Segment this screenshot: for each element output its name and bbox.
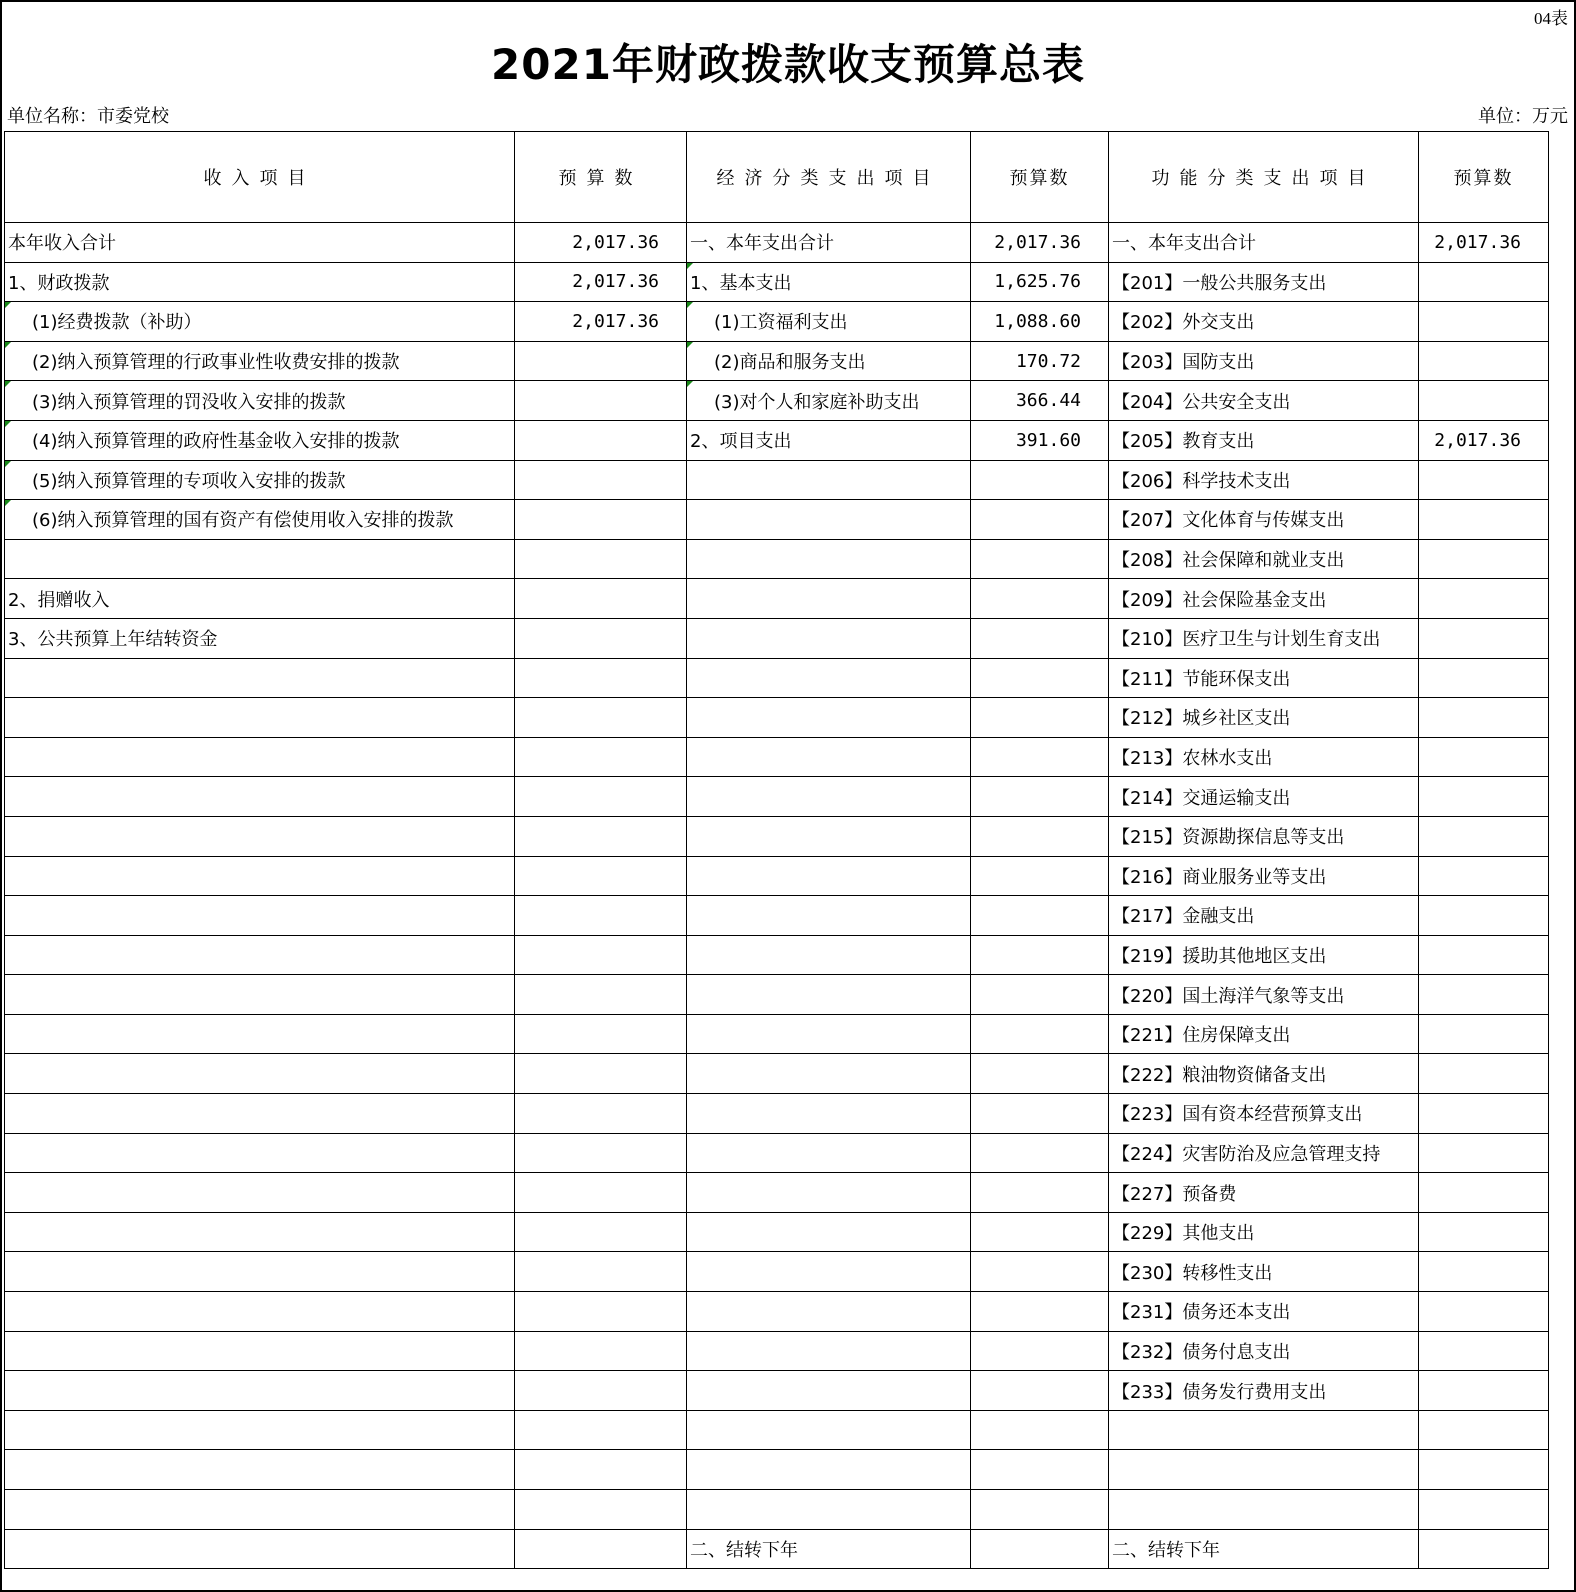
func-amount-cell[interactable] <box>1419 262 1549 302</box>
income-amount-cell[interactable] <box>515 1410 687 1450</box>
header-func-item: 功能分类支出项目 <box>1109 132 1419 223</box>
income-item-cell[interactable] <box>5 777 515 817</box>
econ-item-cell[interactable] <box>687 1252 971 1292</box>
income-amount-cell[interactable] <box>515 975 687 1015</box>
func-item-cell[interactable]: 【222】粮油物资储备支出 <box>1109 1054 1419 1094</box>
econ-amount-cell[interactable]: 170.72 <box>971 341 1109 381</box>
table-header-row <box>5 132 1549 223</box>
econ-item-cell[interactable]: (2)商品和服务支出 <box>687 341 971 381</box>
income-amount-cell[interactable] <box>515 698 687 738</box>
econ-amount-cell[interactable] <box>971 1331 1109 1371</box>
income-item-cell[interactable] <box>5 698 515 738</box>
econ-amount-cell[interactable] <box>971 1212 1109 1252</box>
econ-amount-cell[interactable] <box>971 1054 1109 1094</box>
table-row <box>5 420 1549 460</box>
income-item-cell[interactable]: 本年收入合计 <box>5 223 515 263</box>
econ-item-cell[interactable] <box>687 618 971 658</box>
func-item-cell[interactable]: 【205】教育支出 <box>1109 420 1419 460</box>
income-item-cell[interactable] <box>5 1490 515 1530</box>
econ-item-cell[interactable] <box>687 856 971 896</box>
func-amount-cell[interactable] <box>1419 1212 1549 1252</box>
func-item-cell[interactable]: 【219】援助其他地区支出 <box>1109 935 1419 975</box>
func-amount-cell[interactable]: 2,017.36 <box>1419 420 1549 460</box>
income-item-cell[interactable]: (4)纳入预算管理的政府性基金收入安排的拨款 <box>5 420 515 460</box>
income-item-cell[interactable]: (3)纳入预算管理的罚没收入安排的拨款 <box>5 381 515 421</box>
table-row <box>5 1173 1549 1213</box>
func-amount-cell[interactable] <box>1419 975 1549 1015</box>
func-amount-cell[interactable] <box>1419 500 1549 540</box>
func-carryover-cell[interactable]: 二、结转下年 <box>1109 1529 1419 1569</box>
func-amount-cell[interactable] <box>1419 1173 1549 1213</box>
income-amount-cell[interactable] <box>515 1490 687 1530</box>
econ-amount-cell[interactable] <box>971 737 1109 777</box>
table-row <box>5 579 1549 619</box>
income-item-cell[interactable]: (1)经费拨款（补助） <box>5 302 515 342</box>
econ-amount-cell[interactable] <box>971 579 1109 619</box>
func-item-cell[interactable] <box>1109 1410 1419 1450</box>
func-item-cell[interactable]: 【227】预备费 <box>1109 1173 1419 1213</box>
table-row <box>5 500 1549 540</box>
econ-item-cell[interactable] <box>687 1371 971 1411</box>
income-item-cell[interactable] <box>5 856 515 896</box>
func-item-cell[interactable]: 【212】城乡社区支出 <box>1109 698 1419 738</box>
econ-amount-cell[interactable] <box>971 1410 1109 1450</box>
func-amount-cell[interactable] <box>1419 1371 1549 1411</box>
table-row <box>5 1094 1549 1134</box>
header-econ-item: 经济分类支出项目 <box>687 132 971 223</box>
income-amount-cell[interactable] <box>515 816 687 856</box>
func-amount-cell[interactable] <box>1419 896 1549 936</box>
econ-item-cell[interactable]: (3)对个人和家庭补助支出 <box>687 381 971 421</box>
func-amount-cell[interactable] <box>1419 1490 1549 1530</box>
income-amount-cell[interactable] <box>515 1173 687 1213</box>
income-amount-cell[interactable] <box>515 420 687 460</box>
econ-item-cell[interactable] <box>687 777 971 817</box>
econ-amount-cell[interactable]: 366.44 <box>971 381 1109 421</box>
table-row <box>5 262 1549 302</box>
table-row <box>5 1331 1549 1371</box>
econ-amount-cell[interactable] <box>971 856 1109 896</box>
income-item-cell[interactable] <box>5 1450 515 1490</box>
econ-item-cell[interactable] <box>687 896 971 936</box>
econ-item-cell[interactable] <box>687 1410 971 1450</box>
table-row <box>5 1133 1549 1173</box>
econ-item-cell[interactable] <box>687 737 971 777</box>
func-amount-cell[interactable] <box>1419 1094 1549 1134</box>
income-amount-cell[interactable] <box>515 1450 687 1490</box>
table-row <box>5 381 1549 421</box>
func-item-cell[interactable]: 【202】外交支出 <box>1109 302 1419 342</box>
table-row <box>5 1529 1549 1569</box>
econ-amount-cell[interactable] <box>971 1490 1109 1530</box>
func-amount-cell[interactable] <box>1419 1410 1549 1450</box>
econ-item-cell[interactable]: 2、项目支出 <box>687 420 971 460</box>
header-income-amount: 预算数 <box>515 132 687 223</box>
econ-item-cell[interactable] <box>687 1094 971 1134</box>
income-item-cell[interactable] <box>5 1529 515 1569</box>
table-row <box>5 223 1549 263</box>
table-row <box>5 1450 1549 1490</box>
table-row <box>5 1371 1549 1411</box>
func-item-cell[interactable]: 【230】转移性支出 <box>1109 1252 1419 1292</box>
income-amount-cell[interactable] <box>515 896 687 936</box>
income-item-cell[interactable] <box>5 1133 515 1173</box>
table-row <box>5 935 1549 975</box>
income-amount-cell[interactable] <box>515 737 687 777</box>
page-title: 2021年财政拨款收支预算总表 <box>491 40 1085 89</box>
table-row <box>5 777 1549 817</box>
econ-item-cell[interactable] <box>687 1450 971 1490</box>
func-item-cell[interactable]: 一、本年支出合计 <box>1109 223 1419 263</box>
econ-amount-cell[interactable] <box>971 1371 1109 1411</box>
econ-item-cell[interactable] <box>687 935 971 975</box>
table-row <box>5 1212 1549 1252</box>
income-item-cell[interactable]: (2)纳入预算管理的行政事业性收费安排的拨款 <box>5 341 515 381</box>
income-item-cell[interactable]: (5)纳入预算管理的专项收入安排的拨款 <box>5 460 515 500</box>
table-row <box>5 539 1549 579</box>
income-amount-cell[interactable] <box>515 1331 687 1371</box>
income-amount-cell[interactable]: 2,017.36 <box>515 302 687 342</box>
sheet-number: 04表 <box>1534 9 1568 28</box>
func-amount-cell[interactable] <box>1419 302 1549 342</box>
income-item-cell[interactable] <box>5 737 515 777</box>
func-amount-cell[interactable] <box>1419 1450 1549 1490</box>
income-amount-cell[interactable] <box>515 856 687 896</box>
table-row <box>5 816 1549 856</box>
income-amount-cell[interactable] <box>515 1529 687 1569</box>
func-amount-cell[interactable] <box>1419 1252 1549 1292</box>
income-item-cell[interactable] <box>5 539 515 579</box>
income-amount-cell[interactable] <box>515 460 687 500</box>
econ-amount-cell[interactable]: 391.60 <box>971 420 1109 460</box>
income-item-cell[interactable] <box>5 1410 515 1450</box>
income-item-cell[interactable] <box>5 1371 515 1411</box>
func-amount-cell[interactable] <box>1419 1014 1549 1054</box>
econ-amount-cell[interactable] <box>971 975 1109 1015</box>
func-amount-cell[interactable] <box>1419 737 1549 777</box>
income-amount-cell[interactable] <box>515 1133 687 1173</box>
econ-amount-cell[interactable] <box>971 658 1109 698</box>
econ-item-cell[interactable] <box>687 460 971 500</box>
table-row <box>5 1410 1549 1450</box>
income-item-cell[interactable] <box>5 1212 515 1252</box>
func-item-cell[interactable]: 【216】商业服务业等支出 <box>1109 856 1419 896</box>
econ-amount-cell[interactable] <box>971 539 1109 579</box>
func-item-cell[interactable]: 【215】资源勘探信息等支出 <box>1109 816 1419 856</box>
income-amount-cell[interactable] <box>515 777 687 817</box>
header-func-amount: 预算数 <box>1419 132 1549 223</box>
income-item-cell[interactable] <box>5 1252 515 1292</box>
table-row <box>5 1014 1549 1054</box>
income-amount-cell[interactable] <box>515 1252 687 1292</box>
table-row <box>5 698 1549 738</box>
income-item-cell[interactable] <box>5 935 515 975</box>
income-amount-cell[interactable] <box>515 539 687 579</box>
table-row <box>5 460 1549 500</box>
func-amount-cell[interactable] <box>1419 460 1549 500</box>
table-row <box>5 341 1549 381</box>
econ-amount-cell[interactable] <box>971 896 1109 936</box>
func-amount-cell[interactable] <box>1419 935 1549 975</box>
func-amount-cell[interactable] <box>1419 1292 1549 1332</box>
econ-carryover-cell[interactable]: 二、结转下年 <box>687 1529 971 1569</box>
func-item-cell[interactable]: 【203】国防支出 <box>1109 341 1419 381</box>
table-row <box>5 896 1549 936</box>
header-income-item: 收入项目 <box>5 132 515 223</box>
table-body <box>5 223 1549 1569</box>
income-amount-cell[interactable] <box>515 1212 687 1252</box>
econ-amount-cell[interactable] <box>971 777 1109 817</box>
func-item-cell[interactable] <box>1109 1490 1419 1530</box>
func-amount-cell[interactable] <box>1419 381 1549 421</box>
func-amount-cell[interactable] <box>1419 579 1549 619</box>
func-item-cell[interactable]: 【207】文化体育与传媒支出 <box>1109 500 1419 540</box>
func-item-cell[interactable]: 【220】国土海洋气象等支出 <box>1109 975 1419 1015</box>
func-item-cell[interactable]: 【209】社会保险基金支出 <box>1109 579 1419 619</box>
table-row <box>5 618 1549 658</box>
func-item-cell[interactable]: 【221】住房保障支出 <box>1109 1014 1419 1054</box>
func-amount-cell[interactable] <box>1419 1133 1549 1173</box>
econ-amount-cell[interactable]: 1,088.60 <box>971 302 1109 342</box>
func-item-cell[interactable]: 【224】灾害防治及应急管理支持 <box>1109 1133 1419 1173</box>
func-item-cell[interactable]: 【232】债务付息支出 <box>1109 1331 1419 1371</box>
table-row <box>5 1252 1549 1292</box>
econ-item-cell[interactable] <box>687 1212 971 1252</box>
econ-amount-cell[interactable] <box>971 1173 1109 1213</box>
income-item-cell[interactable] <box>5 1331 515 1371</box>
income-amount-cell[interactable] <box>515 658 687 698</box>
income-item-cell[interactable]: 2、捐赠收入 <box>5 579 515 619</box>
econ-amount-cell[interactable]: 1,625.76 <box>971 262 1109 302</box>
econ-item-cell[interactable]: 1、基本支出 <box>687 262 971 302</box>
econ-item-cell[interactable] <box>687 1133 971 1173</box>
table-row <box>5 737 1549 777</box>
econ-amount-cell[interactable] <box>971 500 1109 540</box>
income-amount-cell[interactable] <box>515 1094 687 1134</box>
econ-item-cell[interactable]: 一、本年支出合计 <box>687 223 971 263</box>
table-row <box>5 975 1549 1015</box>
econ-item-cell[interactable] <box>687 698 971 738</box>
func-item-cell[interactable]: 【233】债务发行费用支出 <box>1109 1371 1419 1411</box>
econ-item-cell[interactable]: (1)工资福利支出 <box>687 302 971 342</box>
income-amount-cell[interactable] <box>515 341 687 381</box>
header-econ-amount: 预算数 <box>971 132 1109 223</box>
income-item-cell[interactable] <box>5 975 515 1015</box>
func-item-cell[interactable]: 【214】交通运输支出 <box>1109 777 1419 817</box>
econ-amount-cell[interactable] <box>971 618 1109 658</box>
func-item-cell[interactable]: 【213】农林水支出 <box>1109 737 1419 777</box>
income-amount-cell[interactable] <box>515 935 687 975</box>
func-amount-cell[interactable] <box>1419 341 1549 381</box>
func-item-cell[interactable]: 【210】医疗卫生与计划生育支出 <box>1109 618 1419 658</box>
income-amount-cell[interactable] <box>515 579 687 619</box>
income-amount-cell[interactable] <box>515 618 687 658</box>
econ-item-cell[interactable] <box>687 1292 971 1332</box>
econ-amount-cell[interactable] <box>971 460 1109 500</box>
income-amount-cell[interactable] <box>515 1292 687 1332</box>
econ-amount-cell[interactable] <box>971 1450 1109 1490</box>
func-amount-cell[interactable]: 2,017.36 <box>1419 223 1549 263</box>
func-item-cell[interactable]: 【201】一般公共服务支出 <box>1109 262 1419 302</box>
econ-item-cell[interactable] <box>687 975 971 1015</box>
income-item-cell[interactable] <box>5 1094 515 1134</box>
income-amount-cell[interactable] <box>515 1371 687 1411</box>
func-amount-cell[interactable] <box>1419 1331 1549 1371</box>
budget-table <box>4 131 1549 1569</box>
income-amount-cell[interactable] <box>515 1054 687 1094</box>
econ-amount-cell[interactable] <box>971 1014 1109 1054</box>
unit-name: 单位名称：市委党校 <box>7 106 169 127</box>
econ-item-cell[interactable] <box>687 816 971 856</box>
econ-item-cell[interactable] <box>687 658 971 698</box>
func-amount-cell[interactable] <box>1419 816 1549 856</box>
income-item-cell[interactable] <box>5 1173 515 1213</box>
income-item-cell[interactable] <box>5 816 515 856</box>
income-item-cell[interactable]: 3、公共预算上年结转资金 <box>5 618 515 658</box>
econ-item-cell[interactable] <box>687 1490 971 1530</box>
table-row <box>5 658 1549 698</box>
income-item-cell[interactable] <box>5 658 515 698</box>
func-amount-cell[interactable] <box>1419 698 1549 738</box>
func-amount-cell[interactable] <box>1419 658 1549 698</box>
income-item-cell[interactable] <box>5 1054 515 1094</box>
econ-amount-cell[interactable]: 2,017.36 <box>971 223 1109 263</box>
func-amount-cell[interactable] <box>1419 777 1549 817</box>
func-amount-cell[interactable] <box>1419 539 1549 579</box>
income-item-cell[interactable] <box>5 1292 515 1332</box>
func-item-cell[interactable] <box>1109 1450 1419 1490</box>
econ-amount-cell[interactable] <box>971 1292 1109 1332</box>
income-amount-cell[interactable] <box>515 1014 687 1054</box>
econ-item-cell[interactable] <box>687 500 971 540</box>
func-item-cell[interactable]: 【211】节能环保支出 <box>1109 658 1419 698</box>
econ-item-cell[interactable] <box>687 1173 971 1213</box>
econ-amount-cell[interactable] <box>971 1529 1109 1569</box>
func-item-cell[interactable]: 【217】金融支出 <box>1109 896 1419 936</box>
func-item-cell[interactable]: 【206】科学技术支出 <box>1109 460 1419 500</box>
table-row <box>5 1292 1549 1332</box>
econ-item-cell[interactable] <box>687 1331 971 1371</box>
econ-amount-cell[interactable] <box>971 935 1109 975</box>
econ-amount-cell[interactable] <box>971 1094 1109 1134</box>
table-row <box>5 856 1549 896</box>
econ-amount-cell[interactable] <box>971 1133 1109 1173</box>
func-amount-cell[interactable] <box>1419 1054 1549 1094</box>
income-amount-cell[interactable]: 2,017.36 <box>515 262 687 302</box>
income-amount-cell[interactable] <box>515 381 687 421</box>
income-item-cell[interactable]: 1、财政拨款 <box>5 262 515 302</box>
table-row <box>5 302 1549 342</box>
func-item-cell[interactable]: 【208】社会保障和就业支出 <box>1109 539 1419 579</box>
econ-amount-cell[interactable] <box>971 816 1109 856</box>
income-item-cell[interactable] <box>5 896 515 936</box>
func-item-cell[interactable]: 【229】其他支出 <box>1109 1212 1419 1252</box>
func-item-cell[interactable]: 【204】公共安全支出 <box>1109 381 1419 421</box>
func-item-cell[interactable]: 【231】债务还本支出 <box>1109 1292 1419 1332</box>
table-row <box>5 1490 1549 1530</box>
func-amount-cell[interactable] <box>1419 856 1549 896</box>
econ-amount-cell[interactable] <box>971 1252 1109 1292</box>
econ-item-cell[interactable] <box>687 1014 971 1054</box>
unit-label: 单位：万元 <box>1478 106 1568 127</box>
econ-item-cell[interactable] <box>687 539 971 579</box>
econ-item-cell[interactable] <box>687 1054 971 1094</box>
econ-item-cell[interactable] <box>687 579 971 619</box>
func-item-cell[interactable]: 【223】国有资本经营预算支出 <box>1109 1094 1419 1134</box>
income-amount-cell[interactable]: 2,017.36 <box>515 223 687 263</box>
func-amount-cell[interactable] <box>1419 618 1549 658</box>
func-amount-cell[interactable] <box>1419 1529 1549 1569</box>
income-amount-cell[interactable] <box>515 500 687 540</box>
table-row <box>5 1054 1549 1094</box>
income-item-cell[interactable]: (6)纳入预算管理的国有资产有偿使用收入安排的拨款 <box>5 500 515 540</box>
income-item-cell[interactable] <box>5 1014 515 1054</box>
econ-amount-cell[interactable] <box>971 698 1109 738</box>
